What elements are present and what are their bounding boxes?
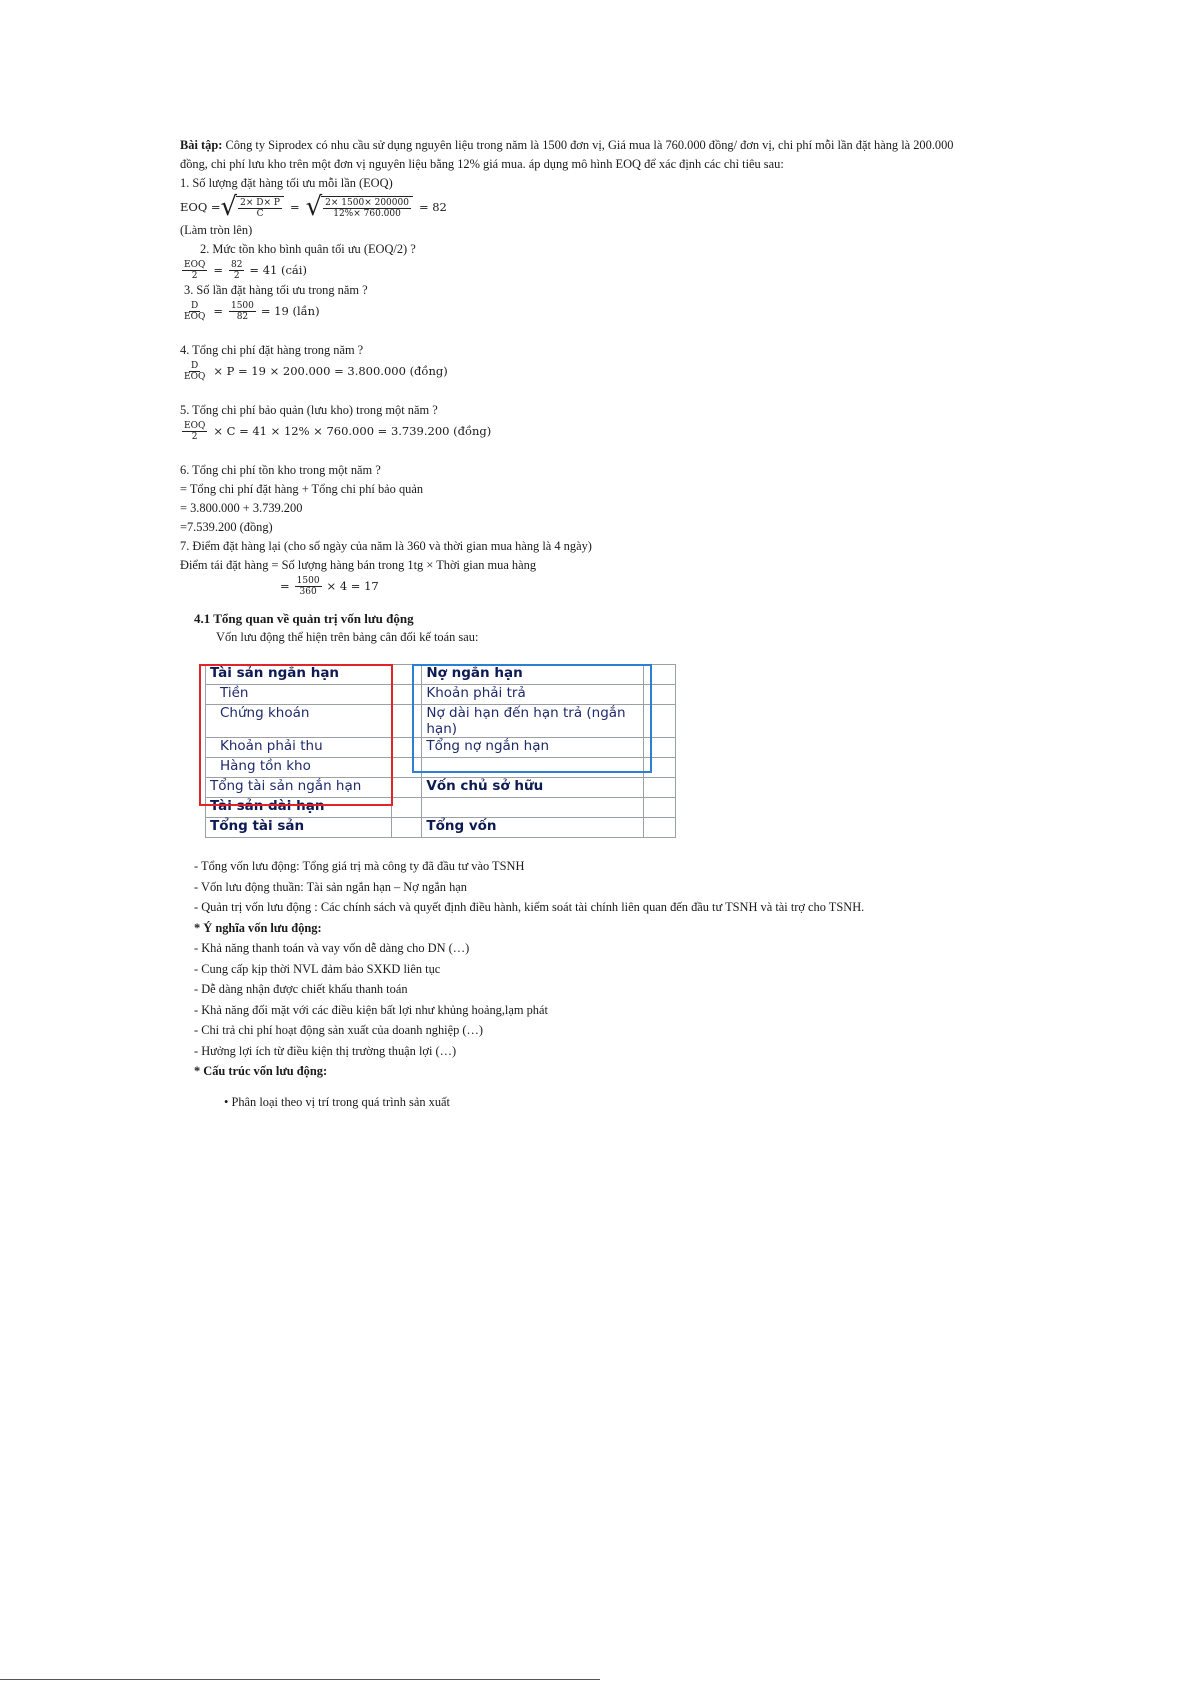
frac-num: 82	[230, 259, 243, 270]
q4-formula	[180, 360, 1030, 382]
eoq-formula	[180, 193, 1030, 221]
frac-den: C	[256, 208, 264, 219]
question-2: 2. Mức tồn kho bình quân tối ưu (EOQ/2) ?	[200, 242, 416, 256]
exercise-label: Bài tập:	[180, 138, 223, 152]
table-row	[206, 818, 676, 838]
eoq-lhs: EOQ =	[180, 199, 221, 214]
exercise-intro-text-1: Công ty Siprodex có nhu cầu sử dụng nguyên liệu trong năm là 1500 đơn vị, Giá mua là 760.000 đồng/ đơn vị, chi phí mỗi lần đặt hàng là 200.000	[225, 138, 954, 152]
q2-result: = 41 (cái)	[249, 262, 307, 277]
assets-cell: Hàng tồn kho	[206, 758, 392, 778]
q7-line-1: Điểm tái đặt hàng = Số lượng hàng bán trong 1tg × Thời gian mua hàng	[180, 558, 537, 572]
liabilities-value-cell	[643, 798, 675, 818]
frac-num: 2× D× P	[240, 197, 280, 208]
frac-num: D	[191, 300, 199, 311]
q4-result: × P = 19 × 200.000 = 3.800.000 (đồng)	[213, 363, 448, 378]
equals-sign: =	[213, 262, 223, 277]
liabilities-cell: Tổng nợ ngắn hạn	[422, 738, 643, 758]
q6-line-2: = 3.800.000 + 3.739.200	[180, 501, 303, 515]
frac-den: 2	[233, 270, 240, 281]
definition-2: - Vốn lưu động thuần: Tài sản ngắn hạn – Nợ ngắn hạn	[194, 879, 467, 894]
frac-den: 12%× 760.000	[333, 208, 401, 219]
exercise-intro-line-1	[180, 136, 1030, 155]
assets-cell: Tiền	[206, 685, 392, 705]
frac-den: 2	[191, 270, 198, 281]
q7-result: × 4 = 17	[326, 578, 379, 593]
assets-cell: Tổng tài sản	[206, 818, 392, 838]
meaning-item: - Hưởng lợi ích từ điều kiện thị trường thuận lợi (…)	[194, 1043, 457, 1058]
frac-num: 1500	[230, 300, 254, 311]
q6-line-3: =7.539.200 (đồng)	[180, 520, 273, 534]
section-title: 4.1 Tổng quan về quản trị vốn lưu động	[194, 611, 414, 626]
question-5: 5. Tổng chi phí bảo quản (lưu kho) trong một năm ?	[180, 403, 438, 417]
assets-cell: Chứng khoán	[206, 705, 392, 738]
question-1: 1. Số lượng đặt hàng tối ưu mỗi lần (EOQ)	[180, 176, 393, 190]
q3-formula	[180, 300, 1030, 322]
meaning-item: - Khả năng đối mặt với các điều kiện bất lợi như khủng hoảng,lạm phát	[194, 1002, 548, 1017]
page-bottom-rule	[0, 1679, 600, 1680]
current-assets-highlight	[199, 664, 393, 806]
question-4: 4. Tổng chi phí đặt hàng trong năm ?	[180, 343, 364, 357]
frac-den: 2	[191, 431, 198, 442]
assets-cell: Tổng tài sản ngắn hạn	[206, 778, 392, 798]
bullet-icon: •	[224, 1094, 229, 1109]
liabilities-cell: Tổng vốn	[422, 818, 643, 838]
liabilities-cell: Nợ ngắn hạn	[422, 665, 643, 685]
sqrt-numeric	[306, 194, 413, 220]
meaning-item: - Khả năng thanh toán và vay vốn dễ dàng cho DN (…)	[194, 941, 470, 955]
q6-line-1: = Tổng chi phí đặt hàng + Tổng chi phí bảo quản	[180, 482, 424, 496]
q2-formula	[180, 259, 1030, 281]
meaning-title: * Ý nghĩa vốn lưu động:	[194, 920, 322, 935]
eoq-result: = 82	[418, 199, 447, 214]
equals-sign: =	[280, 578, 290, 593]
bullet-text: Phân loại theo vị trí trong quá trình sản xuất	[231, 1094, 450, 1109]
q5-result: × C = 41 × 12% × 760.000 = 3.739.200 (đồng)	[213, 423, 492, 438]
bullet-item	[194, 1092, 1044, 1113]
rounding-note: (Làm tròn lên)	[180, 223, 253, 237]
meaning-item: - Dễ dàng nhận được chiết khấu thanh toán	[194, 982, 408, 996]
meaning-item: - Cung cấp kịp thời NVL đảm bảo SXKD liên tục	[194, 961, 441, 976]
assets-value-cell	[392, 818, 422, 838]
radical-icon: √	[305, 192, 323, 222]
q3-result: = 19 (lần)	[260, 303, 320, 318]
liabilities-cell: Nợ dài hạn đến hạn trả (ngắn hạn)	[422, 705, 643, 738]
liabilities-cell: Vốn chủ sở hữu	[422, 778, 643, 798]
current-liabilities-highlight	[412, 664, 652, 773]
radical-icon: √	[220, 192, 238, 222]
assets-value-cell	[392, 798, 422, 818]
liabilities-value-cell	[643, 778, 675, 798]
liabilities-cell: Khoản phải trả	[422, 685, 643, 705]
assets-cell: Tài sản ngắn hạn	[206, 665, 392, 685]
frac-num: EOQ	[184, 259, 206, 270]
frac-num: 2× 1500× 200000	[325, 197, 409, 208]
frac-den: 82	[236, 311, 249, 322]
q7-formula	[180, 575, 1030, 597]
question-7: 7. Điểm đặt hàng lại (cho số ngày của năm là 360 và thời gian mua hàng là 4 ngày)	[180, 539, 592, 553]
question-3: 3. Số lần đặt hàng tối ưu trong năm ?	[184, 283, 368, 297]
definition-1: - Tổng vốn lưu động: Tổng giá trị mà công ty đã đầu tư vào TSNH	[194, 859, 525, 873]
frac-den: 360	[299, 586, 317, 597]
liabilities-value-cell	[643, 818, 675, 838]
assets-value-cell	[392, 778, 422, 798]
q5-formula	[180, 420, 1030, 442]
structure-title: * Cấu trúc vốn lưu động:	[194, 1064, 328, 1078]
liabilities-cell	[422, 798, 643, 818]
frac-num: EOQ	[184, 420, 206, 431]
definition-3: - Quản trị vốn lưu động : Các chính sách và quyết định điều hành, kiểm soát tài chính liên quan đến đầu tư TSNH và tài trợ cho TSNH.	[194, 900, 865, 914]
frac-num: 1500	[296, 575, 320, 586]
notes-block	[194, 856, 1044, 1112]
assets-cell: Khoản phải thu	[206, 738, 392, 758]
question-6: 6. Tổng chi phí tồn kho trong một năm ?	[180, 463, 381, 477]
section-intro: Vốn lưu động thể hiện trên bảng cân đối kế toán sau:	[216, 630, 479, 644]
frac-num: D	[191, 360, 199, 371]
equals-sign: =	[289, 199, 300, 214]
assets-cell: Tài sản dài hạn	[206, 798, 392, 818]
equals-sign: =	[213, 303, 223, 318]
exercise-block	[180, 136, 1030, 647]
frac-den: EOQ	[184, 311, 206, 322]
sqrt-symbolic	[221, 194, 284, 220]
exercise-intro-line-2: đồng, chi phí lưu kho trên một đơn vị nguyên liệu bằng 12% giá mua. áp dụng mô hình EOQ để xác định các chỉ tiêu sau:	[180, 157, 784, 171]
meaning-item: - Chi trả chi phí hoạt động sản xuất của doanh nghiệp (…)	[194, 1023, 484, 1037]
frac-den: EOQ	[184, 371, 206, 382]
